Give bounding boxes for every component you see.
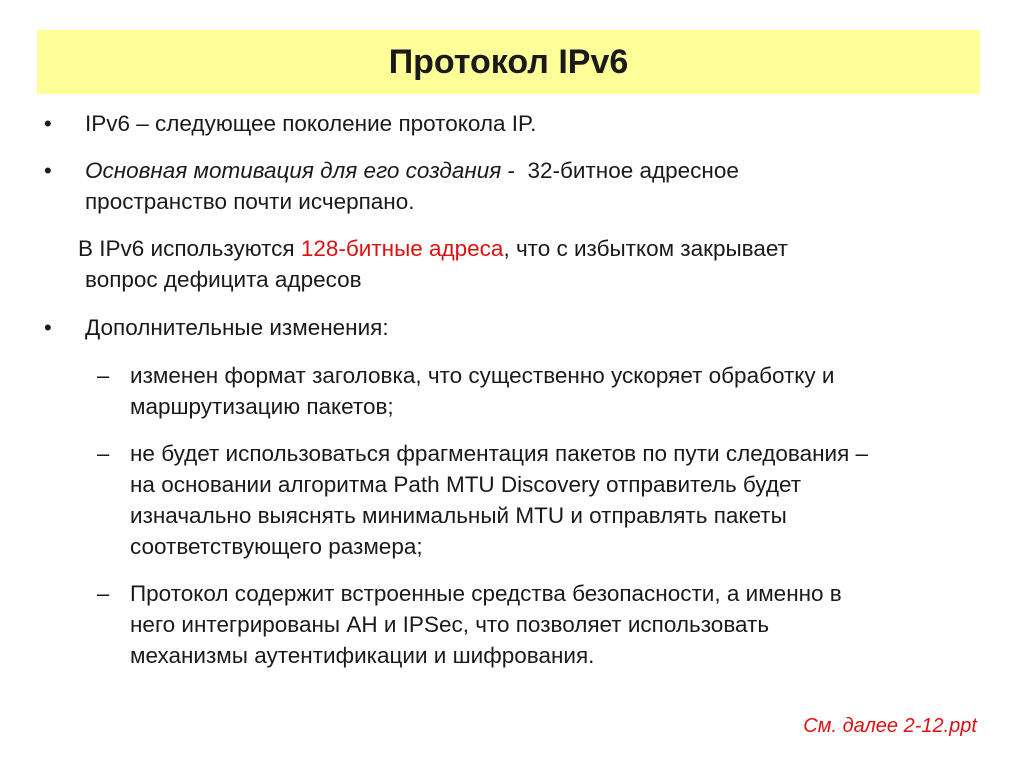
paragraph-line2: вопрос дефицита адресов: [85, 267, 362, 292]
sub-item-security-line2: него интегрированы AH и IPSec, что позволяет использовать: [130, 612, 770, 637]
paragraph-suffix: , что с избытком закрывает: [503, 236, 788, 261]
sub-item-security: Протокол содержит встроенные средства безопасности, а именно в: [130, 581, 842, 606]
bullet-marker: •: [44, 315, 52, 340]
motivation-text-line2: пространство почти исчерпано.: [85, 189, 415, 214]
dash-marker: –: [97, 363, 110, 388]
paragraph-128bit: [78, 234, 788, 264]
sub-item-security-line3: механизмы аутентификации и шифрования.: [130, 643, 595, 668]
dash-marker: –: [97, 581, 110, 606]
bullet-marker: •: [44, 158, 52, 183]
motivation-separator: -: [501, 158, 528, 183]
highlight-128bit-addresses: 128-битные адреса: [300, 236, 504, 261]
bullet-ipv6-next-generation: IPv6 – следующее поколение протокола IP.: [85, 111, 537, 136]
sub-item-header-format: изменен формат заголовка, что существенно ускоряет обработку и: [130, 363, 835, 388]
sub-item-fragmentation: не будет использоваться фрагментация пакетов по пути следования –: [130, 441, 869, 466]
sub-item-header-format-line2: маршрутизацию пакетов;: [130, 394, 394, 419]
slide-title: Протокол IPv6: [388, 43, 629, 81]
sub-item-fragmentation-line4: соответствующего размера;: [130, 534, 423, 559]
paragraph-prefix: В IPv6 используются: [78, 236, 301, 261]
bullet-additional-changes: Дополнительные изменения:: [85, 315, 389, 340]
bullet-motivation: [85, 156, 739, 186]
sub-item-fragmentation-line2: на основании алгоритма Path MTU Discovery отправитель будет: [130, 472, 802, 497]
sub-item-fragmentation-line3: изначально выяснять минимальный MTU и отправлять пакеты: [130, 503, 787, 528]
footer-reference: См. далее 2-12.ppt: [803, 715, 977, 737]
dash-marker: –: [97, 441, 110, 466]
bullet-marker: •: [44, 111, 52, 136]
motivation-label: Основная мотивация для его создания: [85, 158, 502, 183]
motivation-text: 32-битное адресное: [527, 158, 739, 183]
